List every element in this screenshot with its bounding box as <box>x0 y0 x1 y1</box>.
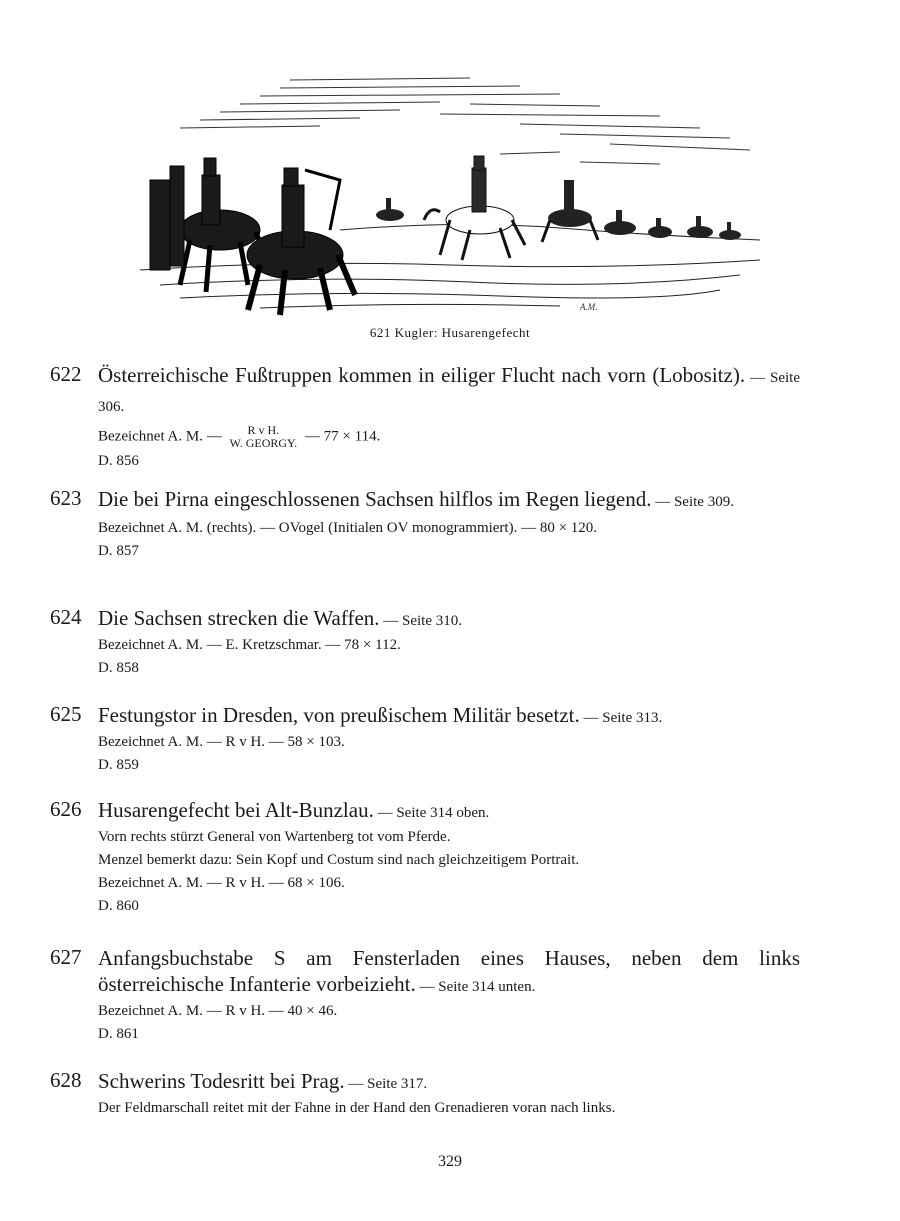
d-number: D. 860 <box>98 898 139 914</box>
signature-line: Bezeichnet A. M. — R v H. — 40 × 46. <box>98 1003 338 1019</box>
title-text: Husarengefecht bei Alt-Bunzlau. <box>98 798 374 822</box>
signature-text: A.M. <box>580 302 598 312</box>
title-text: Die bei Pirna eingeschlossenen Sachsen hilflos im Regen liegend. <box>98 487 652 511</box>
entry-number: 622 <box>50 362 82 386</box>
signature-bottom: W. GEORGY. <box>229 436 298 450</box>
entry-title <box>98 702 800 731</box>
d-number: D. 857 <box>98 543 139 559</box>
dash: — <box>379 613 403 629</box>
illustration-hussar-battle <box>140 70 760 320</box>
d-number: D. 858 <box>98 660 139 676</box>
catalog-entry-624 <box>50 605 800 680</box>
page-number: 329 <box>438 1153 462 1170</box>
title-text: Die Sachsen strecken die Waffen. <box>98 606 380 630</box>
catalog-entry-623 <box>50 486 800 563</box>
signature-suffix: — 77 × 114. <box>304 428 381 445</box>
catalog-entry-625 <box>50 702 800 777</box>
dash: — <box>745 370 770 386</box>
title-text: Festungstor in Dresden, von preußischem Militär besetzt. <box>98 703 580 727</box>
signature-line: Bezeichnet A. M. — R v H. — 58 × 103. <box>98 734 345 750</box>
note-line: Der Feldmarschall reitet mit der Fahne in der Hand den Grenadieren voran nach links. <box>98 1100 616 1116</box>
d-number: D. 861 <box>98 1026 139 1042</box>
catalog-entry-622 <box>50 362 800 473</box>
figure-caption: 621 Kugler: Husarengefecht <box>369 325 531 340</box>
catalog-entry-626 <box>50 797 800 918</box>
entry-number: 625 <box>50 702 82 726</box>
entry-number: 624 <box>50 605 82 629</box>
entry-number: 628 <box>50 1068 82 1092</box>
signature-prefix: Bezeichnet A. M. — <box>98 428 222 445</box>
page-reference: Seite 306. <box>98 370 800 415</box>
page-reference: Seite 317. <box>367 1076 428 1092</box>
entry-title <box>98 945 800 1000</box>
note-line: Vorn rechts stürzt General von Wartenberg tot vom Pferde. <box>98 829 451 845</box>
entry-number: 623 <box>50 486 82 510</box>
page-reference: Seite 314 oben. <box>396 805 490 821</box>
dash: — <box>579 710 603 726</box>
entry-title <box>98 605 800 634</box>
signature-line: Bezeichnet A. M. (rechts). — OVogel (Initialen OV monogrammiert). — 80 × 120. <box>98 520 598 536</box>
page-reference: Seite 310. <box>402 613 463 629</box>
page-reference: Seite 314 unten. <box>438 979 536 995</box>
entry-title <box>98 797 800 826</box>
title-text: Anfangsbuchstabe S am Fensterladen eines Hauses, neben dem links österreichische Infanterie vorbeizieht. <box>98 946 800 996</box>
entry-number: 626 <box>50 797 82 821</box>
dash: — <box>415 979 439 995</box>
dash: — <box>651 494 674 510</box>
dash: — <box>373 805 397 821</box>
signature-stack <box>229 424 297 450</box>
d-number: D. 859 <box>98 757 139 773</box>
catalog-entry-628 <box>50 1068 800 1120</box>
engraving-drawing <box>140 70 760 320</box>
page-reference: Seite 309. <box>673 494 734 510</box>
d-number: D. 856 <box>98 453 139 469</box>
signature-line: Bezeichnet A. M. — E. Kretzschmar. — 78 × 112. <box>98 637 401 653</box>
entry-title <box>98 486 800 515</box>
entry-title <box>98 1068 800 1097</box>
page-reference: Seite 313. <box>602 710 663 726</box>
note-line: Menzel bemerkt dazu: Sein Kopf und Costum sind nach gleichzeitigem Portrait. <box>98 852 580 868</box>
dash: — <box>344 1076 368 1092</box>
entry-number: 627 <box>50 945 82 969</box>
entry-title <box>98 362 800 420</box>
title-text: Österreichische Fußtruppen kommen in eiliger Flucht nach vorn (Lobositz). <box>98 363 746 387</box>
signature-line: Bezeichnet A. M. — R v H. — 68 × 106. <box>98 875 345 891</box>
signature-top: R v H. <box>247 423 280 437</box>
title-text: Schwerins Todesritt bei Prag. <box>98 1069 345 1093</box>
signature-line <box>98 424 800 450</box>
catalog-entry-627 <box>50 945 800 1046</box>
